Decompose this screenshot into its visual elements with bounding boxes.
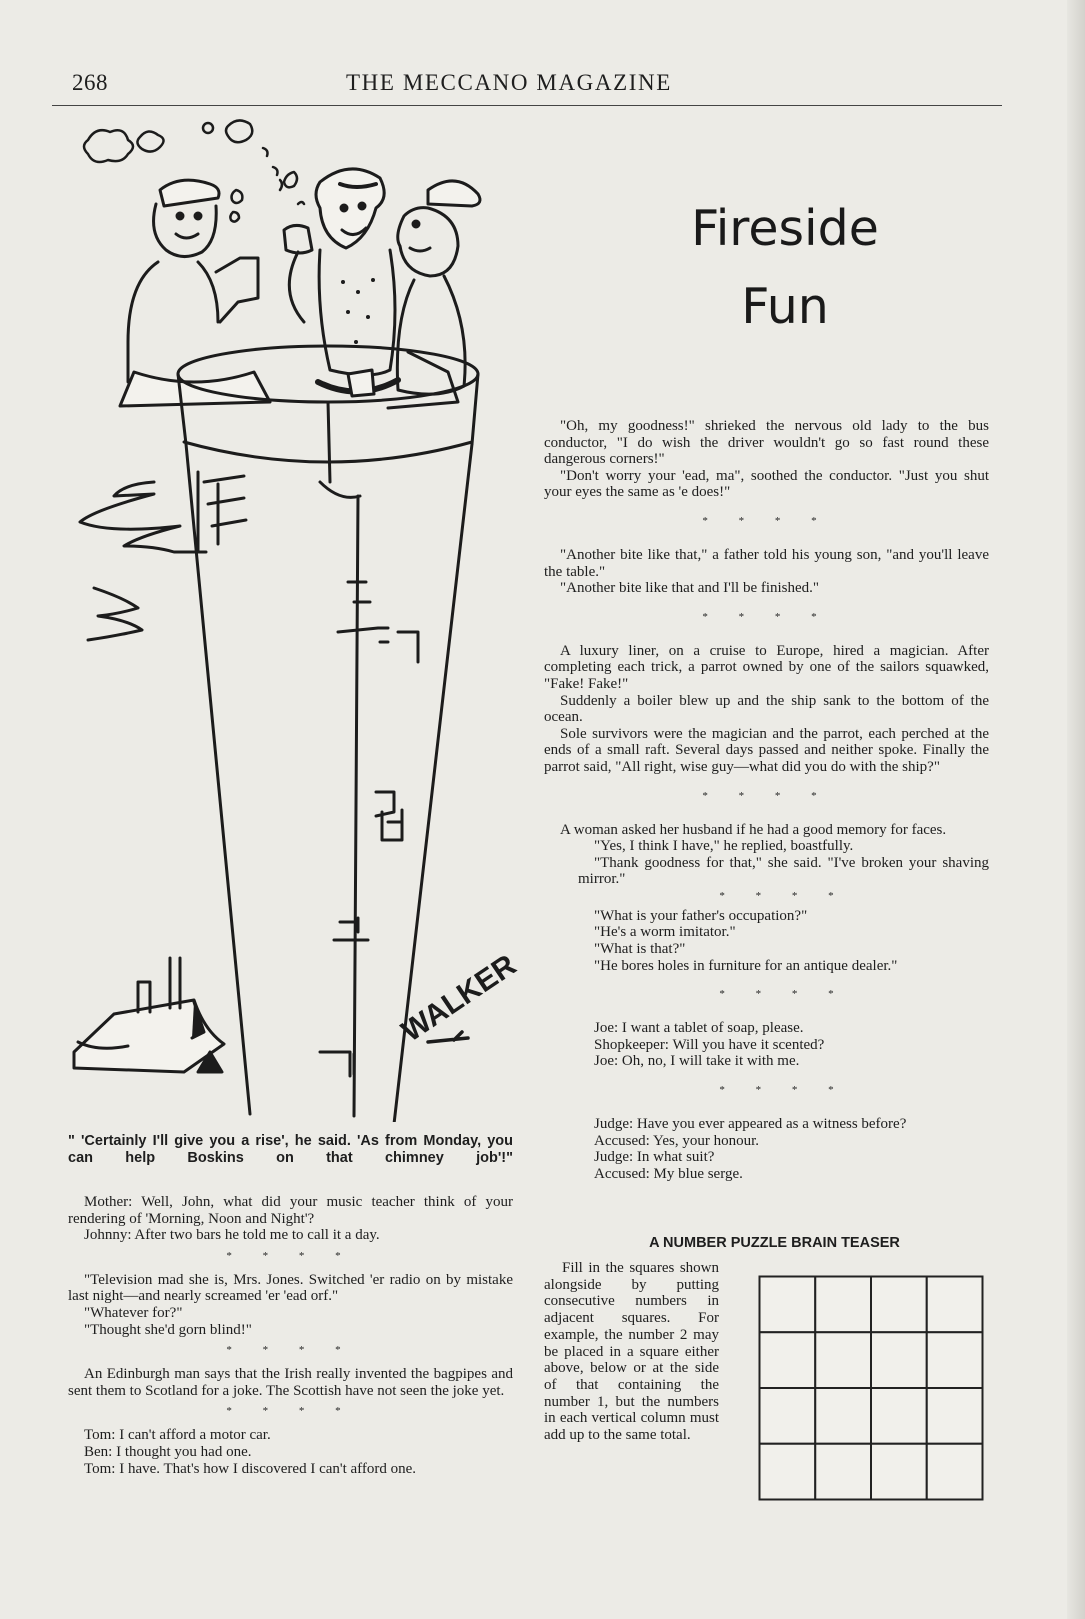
puzzle-square xyxy=(927,1277,983,1333)
joke-memory-1: A woman asked her husband if he had a good memory for faces. xyxy=(560,821,947,838)
cartoon-illustration xyxy=(58,112,528,1122)
joke-judge-2: Accused: Yes, your honour. xyxy=(594,1132,759,1149)
puzzle-heading: A NUMBER PUZZLE BRAIN TEASER xyxy=(649,1235,900,1251)
title-line-1: Fireside xyxy=(691,200,879,257)
page-edge xyxy=(1067,0,1085,1619)
joke-parrot-1: A luxury liner, on a cruise to Europe, hired a magician. After completing each trick, a parrot owned by one of the sailors squawked, "Fake! Fake!" xyxy=(544,642,989,692)
puzzle-square xyxy=(871,1332,927,1388)
joke-television-3: "Thought she'd gorn blind!" xyxy=(84,1321,252,1338)
joke-bagpipes-1: An Edinburgh man says that the Irish really invented the bagpipes and sent them to Scotland for a joke. The Scottish have not seen the joke yet. xyxy=(68,1366,513,1399)
joke-soap-3: Joe: Oh, no, I will take it with me. xyxy=(594,1053,800,1070)
rooftops-icon xyxy=(74,958,224,1072)
joke-parrot-2: Suddenly a boiler blew up and the ship sank to the bottom of the ocean. xyxy=(544,692,989,726)
separator-stars: * * * * xyxy=(702,610,831,623)
joke-soap-2: Shopkeeper: Will you have it scented? xyxy=(594,1036,825,1053)
puzzle-square xyxy=(871,1277,927,1333)
article-title xyxy=(620,190,950,346)
joke-soap-1: Joe: I want a tablet of soap, please. xyxy=(594,1020,804,1037)
puzzle-text: Fill in the squares shown alongside by putting consecutive numbers in adjacent squares. For example, the number 2 may be placed in a square either above, below or at the side of that containing the number 1, but the numbers in each vertical column must add up to the same total. xyxy=(544,1260,719,1444)
separator-stars: * * * * xyxy=(702,789,831,802)
puzzle-grid xyxy=(758,1275,984,1501)
joke-television-2: "Whatever for?" xyxy=(84,1304,183,1321)
joke-motor-car-2: Ben: I thought you had one. xyxy=(84,1443,252,1460)
joke-memory-3: "Thank goodness for that," she said. "I've broken your shaving mirror." xyxy=(578,854,989,888)
puzzle-square xyxy=(927,1444,983,1500)
joke-bite-1: "Another bite like that," a father told his young son, "and you'll leave the table." xyxy=(544,546,989,580)
joke-bite-2: "Another bite like that and I'll be finished." xyxy=(560,580,820,597)
puzzle-square xyxy=(871,1388,927,1444)
separator-stars: * * * * xyxy=(702,514,831,527)
puzzle-square xyxy=(815,1444,871,1500)
magazine-title: THE MECCANO MAGAZINE xyxy=(346,70,672,95)
puzzle-square xyxy=(760,1332,816,1388)
joke-parrot-3: Sole survivors were the magician and the parrot, each perched at the ends of a small raft. Several days passed and neither spoke. Finally the parrot said, "All right, wise guy—what did you do with the ship?" xyxy=(544,725,989,775)
joke-television-1: "Television mad she is, Mrs. Jones. Switched 'er radio on by mistake last night—and nearly screamed 'er 'ead orf." xyxy=(68,1271,513,1305)
header-rule xyxy=(52,105,1002,106)
puzzle-square xyxy=(927,1388,983,1444)
joke-judge-4: Accused: My blue serge. xyxy=(594,1165,743,1182)
joke-motor-car-3: Tom: I have. That's how I discovered I can't afford one. xyxy=(84,1460,417,1477)
joke-bus-1: "Oh, my goodness!" shrieked the nervous old lady to the bus conductor, "I do wish the driver wouldn't go so fast round these dangerous corners!" xyxy=(544,418,989,468)
title-line-2: Fun xyxy=(741,278,829,335)
joke-worm-4: "He bores holes in furniture for an antique dealer." xyxy=(594,957,898,974)
puzzle-square xyxy=(815,1277,871,1333)
joke-memory-2: "Yes, I think I have," he replied, boastfully. xyxy=(594,838,854,855)
separator-stars: * * * * xyxy=(226,1249,355,1262)
joke-judge-3: Judge: In what suit? xyxy=(594,1149,715,1166)
puzzle-square xyxy=(760,1444,816,1500)
wind-squiggle-icon xyxy=(80,482,206,640)
joke-worm-3: "What is that?" xyxy=(594,941,686,958)
separator-stars: * * * * xyxy=(719,988,848,1001)
puzzle-square xyxy=(815,1388,871,1444)
puzzle-square xyxy=(927,1332,983,1388)
artist-signature-icon xyxy=(396,948,522,1048)
smoke-puffs-icon xyxy=(84,120,304,221)
puzzle-instructions xyxy=(544,1260,719,1444)
puzzle-square xyxy=(760,1388,816,1444)
separator-stars: * * * * xyxy=(719,1084,848,1097)
svg-text:WALKER: WALKER xyxy=(395,948,523,1049)
man-left-icon xyxy=(120,180,270,406)
cartoon-caption: " 'Certainly I'll give you a rise', he said. 'As from Monday, you can help Boskins on that chimney job'!" xyxy=(68,1133,513,1166)
puzzle-square xyxy=(815,1332,871,1388)
right-column xyxy=(544,418,989,1182)
separator-stars: * * * * xyxy=(226,1405,355,1418)
separator-stars: * * * * xyxy=(226,1344,355,1357)
man-right-icon xyxy=(388,181,480,408)
joke-motor-car-1: Tom: I can't afford a motor car. xyxy=(84,1427,271,1444)
joke-music-2: Johnny: After two bars he told me to call it a day. xyxy=(84,1227,380,1244)
separator-stars: * * * * xyxy=(719,889,848,902)
joke-worm-1: "What is your father's occupation?" xyxy=(594,907,808,924)
joke-music-1: Mother: Well, John, what did your music teacher think of your rendering of 'Morning, Noon and Night'? xyxy=(68,1194,513,1227)
puzzle-square xyxy=(760,1277,816,1333)
left-column xyxy=(68,1194,513,1477)
puzzle-square xyxy=(871,1444,927,1500)
joke-judge-1: Judge: Have you ever appeared as a witness before? xyxy=(594,1116,907,1133)
page-number: 268 xyxy=(72,70,108,95)
joke-bus-2: "Don't worry your 'ead, ma", soothed the conductor. "Just you shut your eyes the same as 'e does!" xyxy=(544,467,989,501)
joke-worm-2: "He's a worm imitator." xyxy=(594,924,736,941)
